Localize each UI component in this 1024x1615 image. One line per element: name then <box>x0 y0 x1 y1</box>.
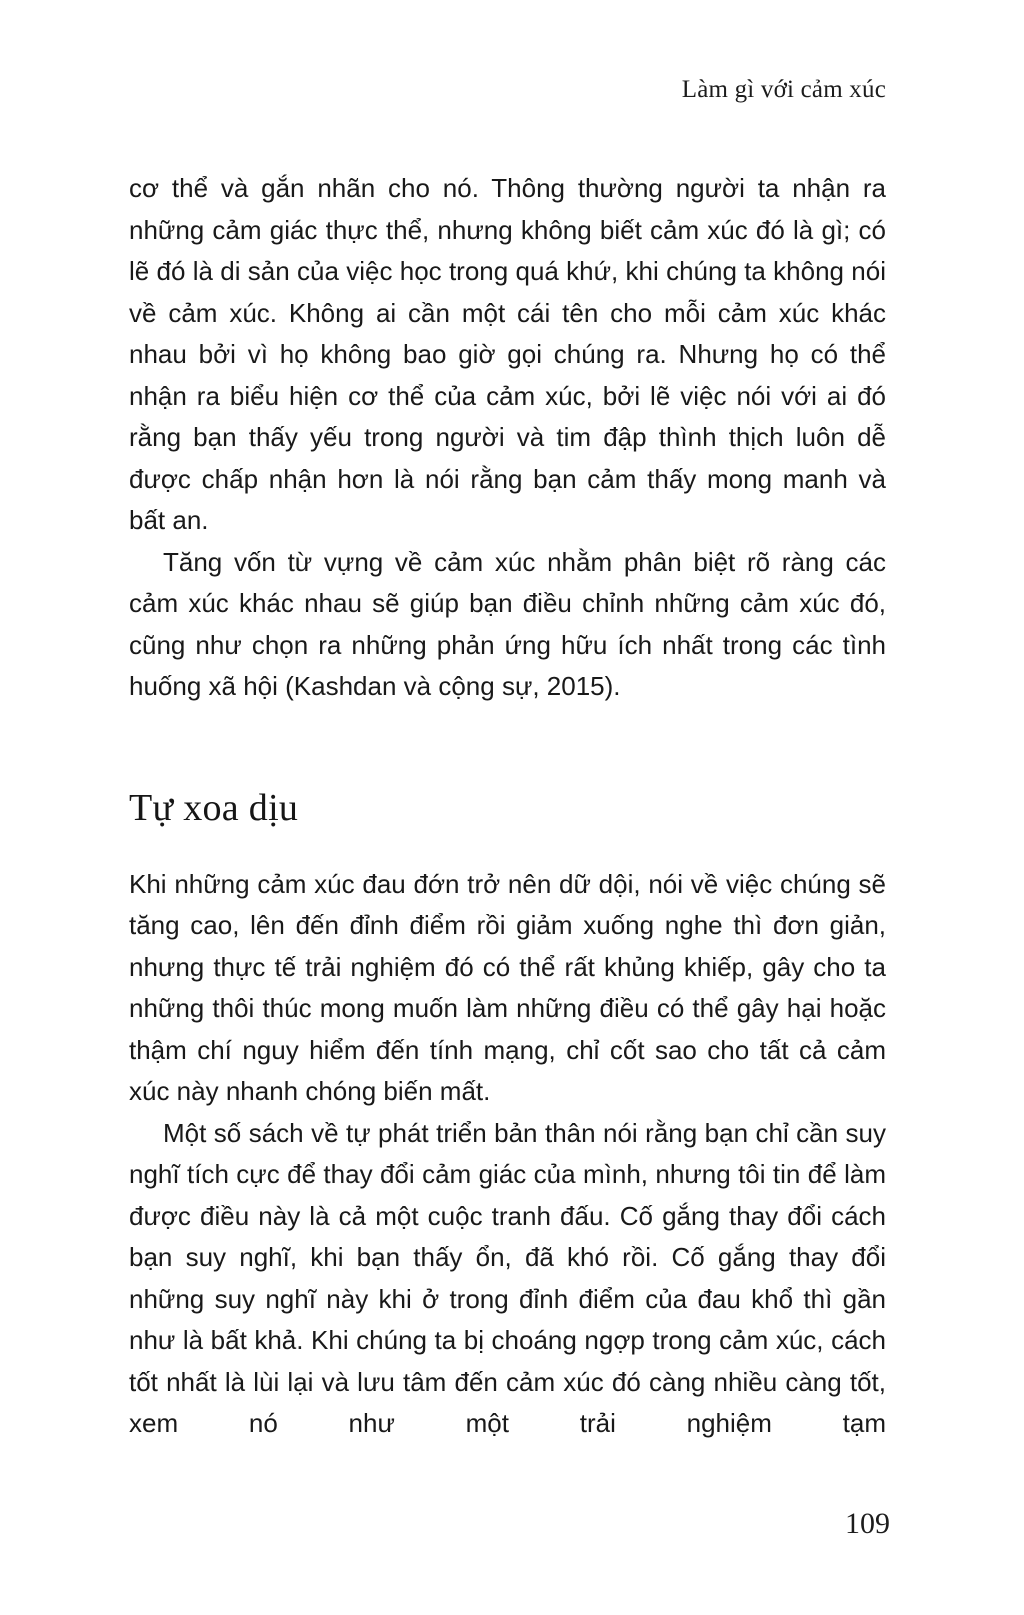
paragraph-continuation: cơ thể và gắn nhãn cho nó. Thông thường người ta nhận ra những cảm giác thực thể, nhưng không biết cảm xúc đó là gì; có lẽ đó là di sản của việc học trong quá khứ, khi chúng ta không nói về cảm xúc. Không ai cần một cái tên cho mỗi cảm xúc khác nhau bởi vì họ không bao giờ gọi chúng ra. Nhưng họ có thể nhận ra biểu hiện cơ thể của cảm xúc, bởi lẽ việc nói với ai đó rằng bạn thấy yếu trong người và tim đập thình thịch luôn dễ được chấp nhận hơn là nói rằng bạn cảm thấy mong manh và bất an. <box>129 173 886 535</box>
running-header <box>129 76 886 104</box>
section-heading: Tự xoa dịu <box>129 786 299 829</box>
running-header-text: Làm gì với cảm xúc <box>681 76 886 103</box>
page-body <box>129 168 886 1445</box>
page-number: 109 <box>845 1507 890 1540</box>
paragraph: Tăng vốn từ vựng về cảm xúc nhằm phân biệt rõ ràng các cảm xúc khác nhau sẽ giúp bạn điều chỉnh những cảm xúc đó, cũng như chọn ra những phản ứng hữu ích nhất trong các tình huống xã hội (Kashdan và cộng sự, 2015). <box>129 546 886 701</box>
paragraph: Khi những cảm xúc đau đớn trở nên dữ dội, nói về việc chúng sẽ tăng cao, lên đến đỉnh điểm rồi giảm xuống nghe thì đơn giản, nhưng thực tế trải nghiệm đó có thể rất khủng khiếp, gây cho ta những thôi thúc mong muốn làm những điều có thể gây hại hoặc thậm chí nguy hiểm đến tính mạng, chỉ cốt sao cho tất cả cảm xúc này nhanh chóng biến mất. <box>129 868 886 1106</box>
paragraph-runs-to-next-page: Một số sách về tự phát triển bản thân nói rằng bạn chỉ cần suy nghĩ tích cực để thay đổi cảm giác của mình, nhưng tôi tin để làm được điều này là cả một cuộc tranh đấu. Cố gắng thay đổi cách bạn suy nghĩ, khi bạn thấy ổn, đã khó rồi. Cố gắng thay đổi những suy nghĩ này khi ở trong đỉnh điểm của đau khổ thì gần như là bất khả. Khi chúng ta bị choáng ngợp trong cảm xúc, cách tốt nhất là lùi lại và lưu tâm đến cảm xúc đó càng nhiều càng tốt, xem nó như một trải nghiệm tạm <box>129 1117 886 1438</box>
